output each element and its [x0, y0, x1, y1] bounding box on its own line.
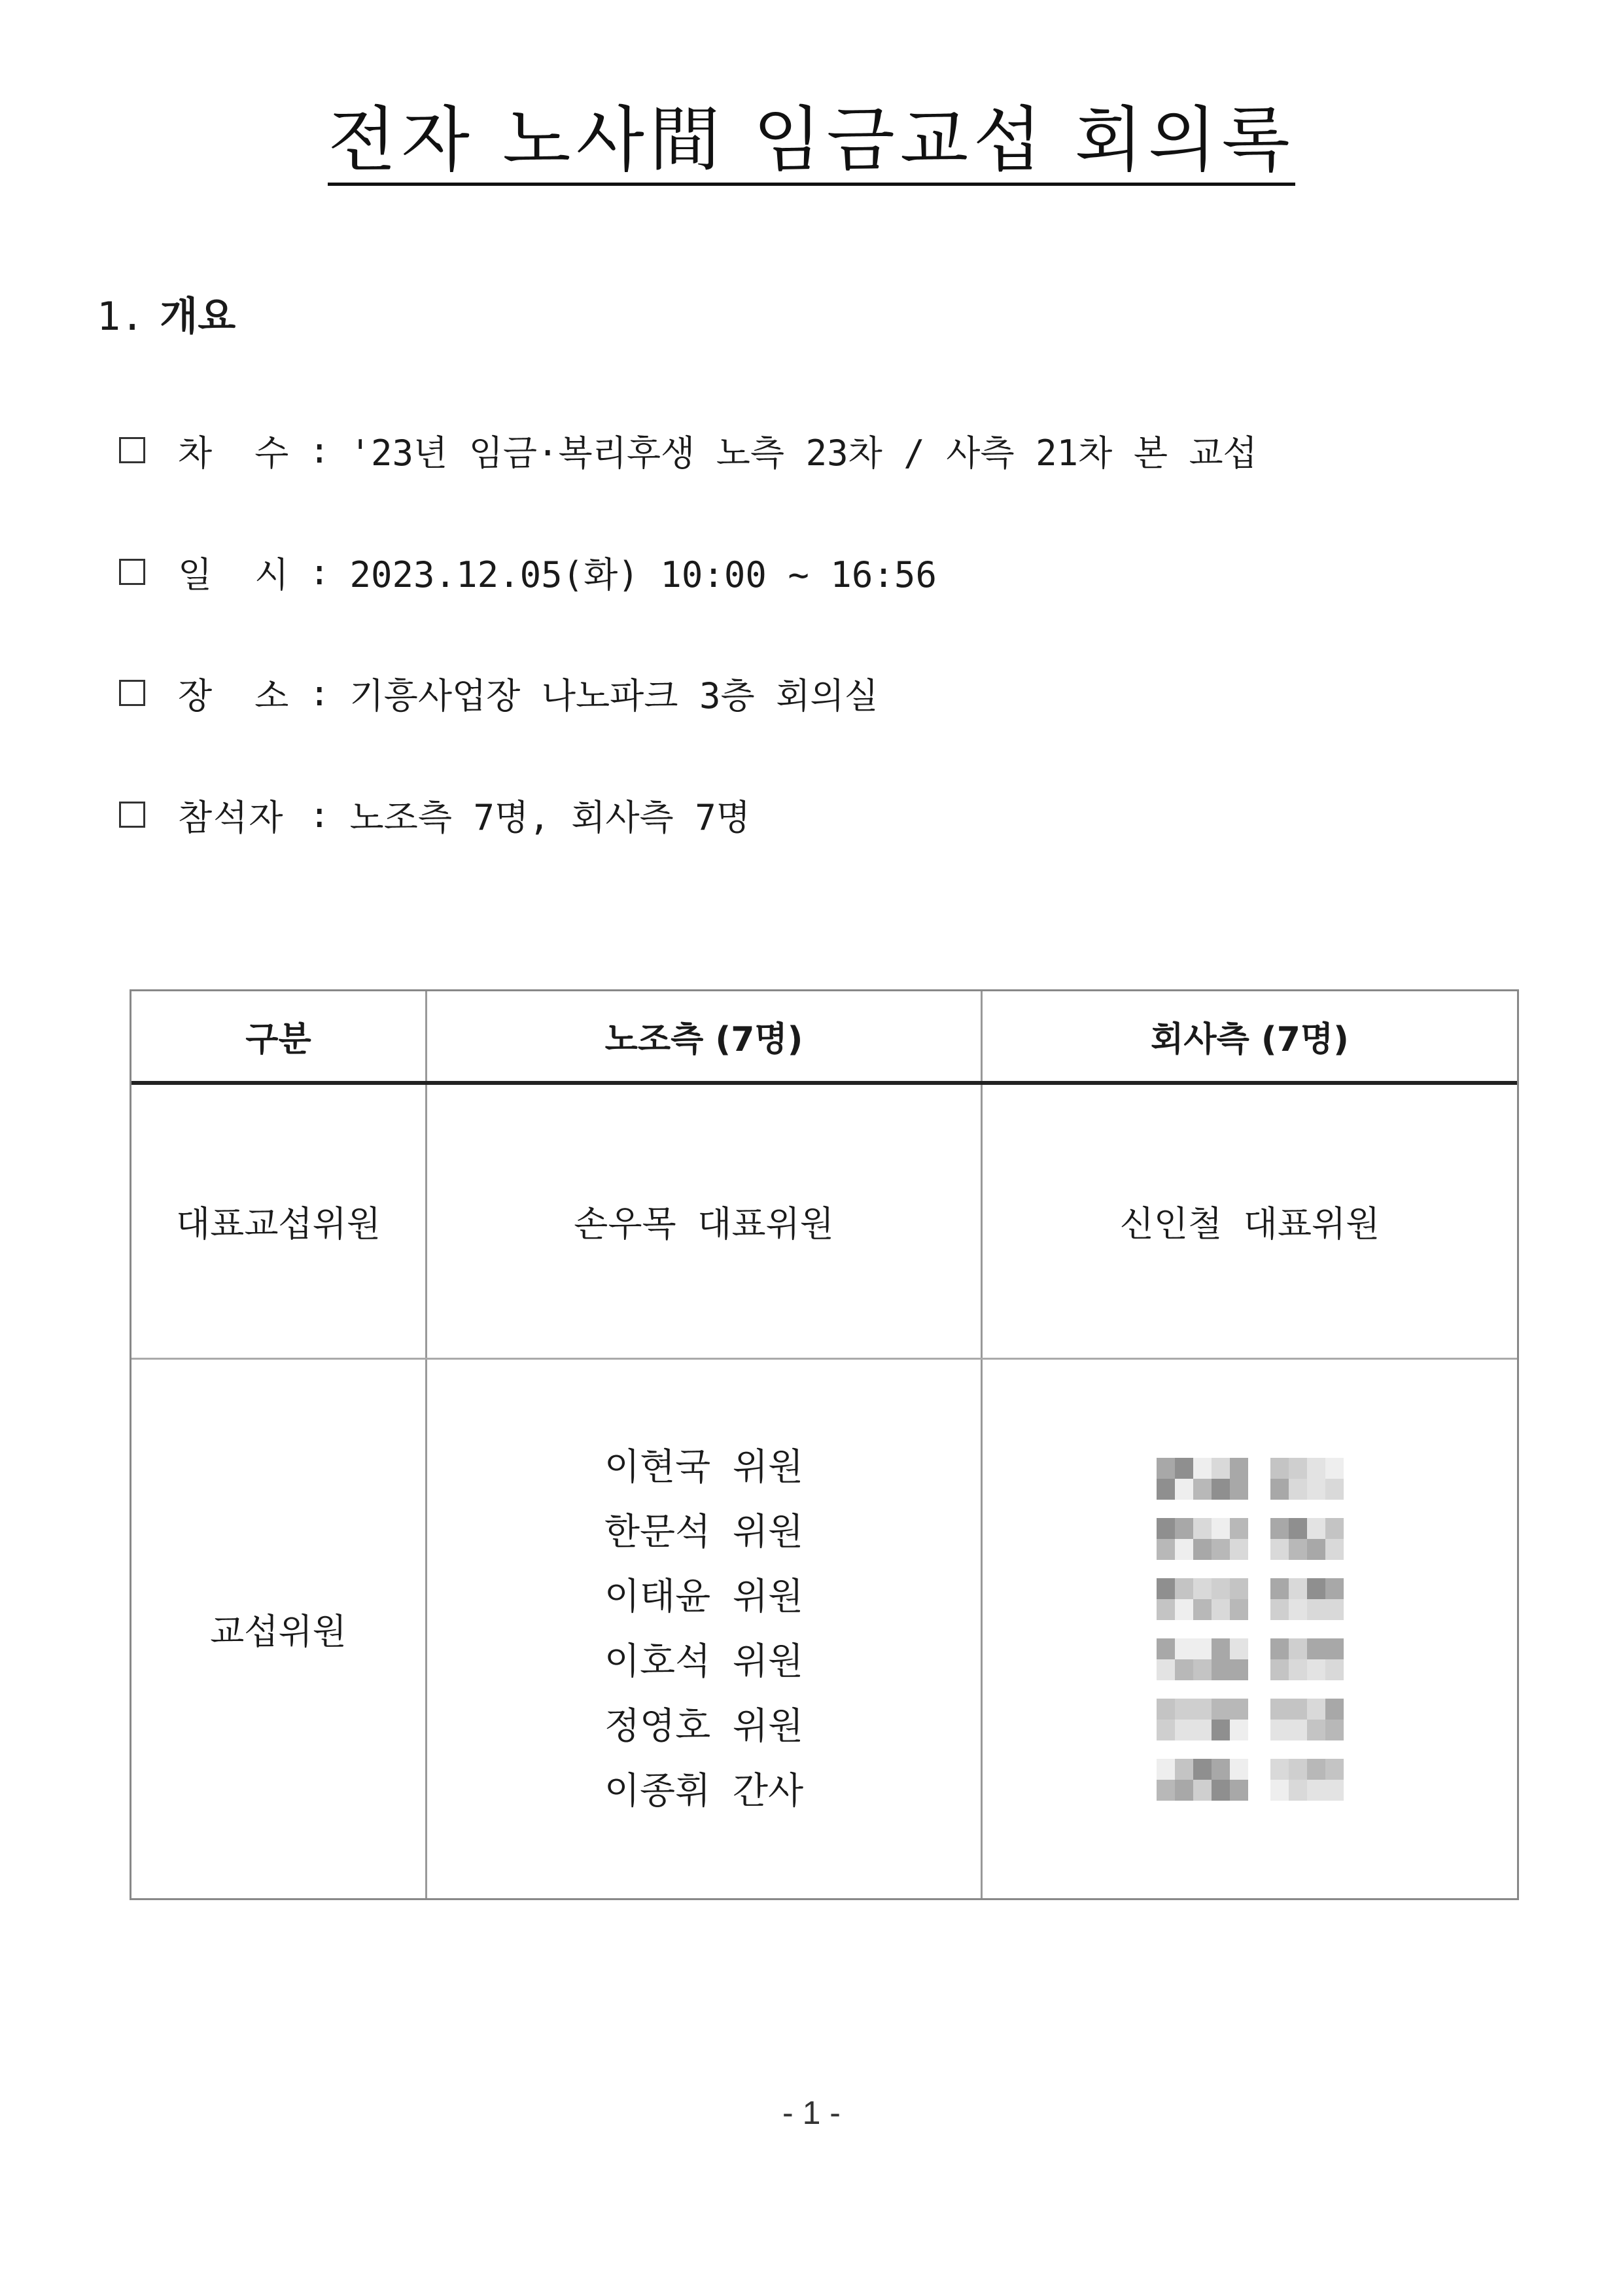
redaction-pixel: [1230, 1720, 1248, 1740]
redaction-pixel: [1175, 1479, 1193, 1500]
redaction-pixel: [1307, 1659, 1325, 1680]
redaction-pixel: [1270, 1638, 1289, 1659]
redaction-pixel: [1270, 1518, 1289, 1539]
redaction-pixel: [1175, 1458, 1193, 1479]
item-colon: :: [309, 429, 330, 471]
item-value: '23년 임금·복리후생 노측 23차 / 사측 21차 본 교섭: [349, 432, 1257, 474]
redacted-surname-block: [1157, 1458, 1248, 1500]
redaction-pixel: [1193, 1599, 1212, 1620]
redaction-pixel: [1270, 1659, 1289, 1680]
redaction-pixel: [1157, 1720, 1175, 1740]
redaction-pixel: [1230, 1759, 1248, 1780]
redaction-pixel: [1230, 1659, 1248, 1680]
redaction-pixel: [1230, 1458, 1248, 1479]
redaction-pixel: [1212, 1780, 1230, 1801]
redaction-pixel: [1193, 1539, 1212, 1560]
redaction-pixel: [1307, 1518, 1325, 1539]
section-heading: [97, 293, 236, 340]
item-colon: :: [309, 794, 330, 836]
redaction-pixel: [1175, 1699, 1193, 1720]
redaction-pixel: [1157, 1599, 1175, 1620]
redaction-pixel: [1307, 1759, 1325, 1780]
redaction-pixel: [1212, 1659, 1230, 1680]
redaction-pixel: [1193, 1699, 1212, 1720]
union-negotiators: [427, 1360, 981, 1898]
redaction-pixel: [1230, 1479, 1248, 1500]
redacted-surname-block: [1157, 1759, 1248, 1801]
redaction-pixel: [1157, 1539, 1175, 1560]
list-item: 한문석 위원: [604, 1510, 804, 1553]
redaction-pixel: [1289, 1518, 1307, 1539]
redaction-pixel: [1307, 1458, 1325, 1479]
overview-item-attendees: [119, 791, 750, 838]
item-label: 일 시: [178, 554, 289, 595]
redacted-name: [1157, 1578, 1344, 1620]
redaction-pixel: [1307, 1720, 1325, 1740]
redaction-pixel: [1307, 1539, 1325, 1560]
redaction-pixel: [1270, 1599, 1289, 1620]
company-negotiators: [983, 1360, 1517, 1898]
row-category-representative: 대표교섭위원: [176, 1203, 381, 1245]
redaction-pixel: [1157, 1699, 1175, 1720]
redaction-pixel: [1193, 1638, 1212, 1659]
redaction-pixel: [1325, 1518, 1344, 1539]
checkbox-icon: [119, 802, 145, 828]
redacted-surname-block: [1157, 1518, 1248, 1560]
header-category: 구분: [245, 1020, 311, 1059]
redaction-pixel: [1307, 1780, 1325, 1801]
redaction-pixel: [1307, 1699, 1325, 1720]
redaction-pixel: [1289, 1458, 1307, 1479]
redaction-pixel: [1193, 1720, 1212, 1740]
redaction-pixel: [1175, 1578, 1193, 1599]
overview-item-session: [119, 427, 1257, 474]
item-value: 기흥사업장 나노파크 3층 회의실: [349, 675, 879, 716]
attendee-table: [130, 989, 1519, 1900]
redaction-pixel: [1270, 1720, 1289, 1740]
redaction-pixel: [1175, 1518, 1193, 1539]
redaction-pixel: [1230, 1518, 1248, 1539]
section-title: 개요: [160, 294, 236, 340]
redacted-title-block: [1270, 1759, 1344, 1801]
redaction-pixel: [1307, 1638, 1325, 1659]
checkbox-icon: [119, 437, 145, 463]
item-colon: :: [309, 672, 330, 714]
redaction-pixel: [1175, 1638, 1193, 1659]
redaction-pixel: [1325, 1578, 1344, 1599]
redacted-title-block: [1270, 1458, 1344, 1500]
redaction-pixel: [1289, 1479, 1307, 1500]
redaction-pixel: [1230, 1699, 1248, 1720]
redacted-surname-block: [1157, 1578, 1248, 1620]
page-number: - 1 -: [782, 2094, 841, 2131]
redaction-pixel: [1270, 1699, 1289, 1720]
redaction-pixel: [1307, 1578, 1325, 1599]
redaction-pixel: [1325, 1699, 1344, 1720]
redacted-title-block: [1270, 1518, 1344, 1560]
redaction-pixel: [1289, 1699, 1307, 1720]
list-item: 이태윤 위원: [604, 1575, 804, 1618]
redaction-pixel: [1289, 1759, 1307, 1780]
redaction-pixel: [1270, 1479, 1289, 1500]
item-colon: :: [309, 551, 330, 593]
redaction-pixel: [1230, 1578, 1248, 1599]
redaction-pixel: [1270, 1578, 1289, 1599]
redaction-pixel: [1230, 1599, 1248, 1620]
item-label: 차 수: [178, 432, 289, 474]
redacted-title-block: [1270, 1699, 1344, 1740]
union-representative: 손우목 대표위원: [574, 1203, 834, 1245]
redaction-pixel: [1325, 1659, 1344, 1680]
redaction-pixel: [1289, 1659, 1307, 1680]
checkbox-icon: [119, 680, 145, 706]
redaction-pixel: [1325, 1539, 1344, 1560]
header-company: 회사측 (7명): [1151, 1020, 1349, 1059]
redacted-name: [1157, 1759, 1344, 1801]
redaction-pixel: [1212, 1599, 1230, 1620]
redaction-pixel: [1157, 1518, 1175, 1539]
redaction-pixel: [1157, 1578, 1175, 1599]
section-number: 1.: [97, 294, 145, 340]
redaction-pixel: [1212, 1759, 1230, 1780]
item-value: 노조측 7명, 회사측 7명: [349, 796, 750, 838]
redaction-pixel: [1307, 1479, 1325, 1500]
redaction-pixel: [1289, 1539, 1307, 1560]
redaction-pixel: [1175, 1659, 1193, 1680]
redaction-pixel: [1230, 1539, 1248, 1560]
redaction-pixel: [1157, 1659, 1175, 1680]
redaction-pixel: [1157, 1479, 1175, 1500]
redaction-pixel: [1157, 1458, 1175, 1479]
redaction-pixel: [1193, 1759, 1212, 1780]
redaction-pixel: [1157, 1780, 1175, 1801]
redacted-name: [1157, 1518, 1344, 1560]
redaction-pixel: [1325, 1759, 1344, 1780]
redaction-pixel: [1289, 1578, 1307, 1599]
redaction-pixel: [1212, 1578, 1230, 1599]
list-item: 이현국 위원: [604, 1445, 804, 1489]
redaction-pixel: [1175, 1759, 1193, 1780]
redaction-pixel: [1193, 1479, 1212, 1500]
redaction-pixel: [1157, 1638, 1175, 1659]
redaction-pixel: [1325, 1458, 1344, 1479]
item-value: 2023.12.05(화) 10:00 ~ 16:56: [349, 554, 937, 595]
redacted-name-list: [1157, 1458, 1344, 1801]
company-representative: 신인철 대표위원: [1119, 1203, 1380, 1245]
redaction-pixel: [1325, 1599, 1344, 1620]
redaction-pixel: [1175, 1539, 1193, 1560]
redaction-pixel: [1193, 1578, 1212, 1599]
redaction-pixel: [1175, 1720, 1193, 1740]
redaction-pixel: [1175, 1599, 1193, 1620]
redaction-pixel: [1230, 1780, 1248, 1801]
redacted-name: [1157, 1699, 1344, 1740]
document-title: 전자 노사間 임금교섭 회의록: [0, 98, 1623, 183]
redaction-pixel: [1230, 1638, 1248, 1659]
redaction-pixel: [1193, 1458, 1212, 1479]
redaction-pixel: [1307, 1599, 1325, 1620]
redaction-pixel: [1289, 1599, 1307, 1620]
redaction-pixel: [1325, 1720, 1344, 1740]
redaction-pixel: [1289, 1780, 1307, 1801]
list-item: 정영호 위원: [604, 1704, 804, 1748]
redaction-pixel: [1212, 1458, 1230, 1479]
redaction-pixel: [1289, 1720, 1307, 1740]
redaction-pixel: [1270, 1759, 1289, 1780]
list-item: 이종휘 간사: [604, 1769, 804, 1812]
redacted-name: [1157, 1458, 1344, 1500]
redacted-surname-block: [1157, 1638, 1248, 1680]
redaction-pixel: [1193, 1780, 1212, 1801]
list-item: 이호석 위원: [604, 1640, 804, 1683]
redaction-pixel: [1212, 1518, 1230, 1539]
redaction-pixel: [1212, 1699, 1230, 1720]
row-category-negotiators: 교섭위원: [210, 1611, 347, 1652]
item-label: 참석자: [178, 796, 285, 838]
redacted-surname-block: [1157, 1699, 1248, 1740]
redaction-pixel: [1325, 1638, 1344, 1659]
redaction-pixel: [1193, 1659, 1212, 1680]
redaction-pixel: [1212, 1720, 1230, 1740]
redaction-pixel: [1212, 1539, 1230, 1560]
overview-item-location: [119, 669, 879, 716]
item-label: 장 소: [178, 675, 289, 716]
redacted-title-block: [1270, 1638, 1344, 1680]
redaction-pixel: [1289, 1638, 1307, 1659]
redacted-name: [1157, 1638, 1344, 1680]
redaction-pixel: [1212, 1479, 1230, 1500]
redaction-pixel: [1270, 1780, 1289, 1801]
redaction-pixel: [1175, 1780, 1193, 1801]
header-union: 노조측 (7명): [604, 1020, 803, 1059]
redaction-pixel: [1325, 1479, 1344, 1500]
redaction-pixel: [1270, 1458, 1289, 1479]
redaction-pixel: [1212, 1638, 1230, 1659]
redaction-pixel: [1325, 1780, 1344, 1801]
union-member-list: [604, 1435, 803, 1824]
redacted-title-block: [1270, 1578, 1344, 1620]
redaction-pixel: [1157, 1759, 1175, 1780]
overview-item-datetime: [119, 548, 937, 595]
checkbox-icon: [119, 559, 145, 585]
redaction-pixel: [1270, 1539, 1289, 1560]
redaction-pixel: [1193, 1518, 1212, 1539]
